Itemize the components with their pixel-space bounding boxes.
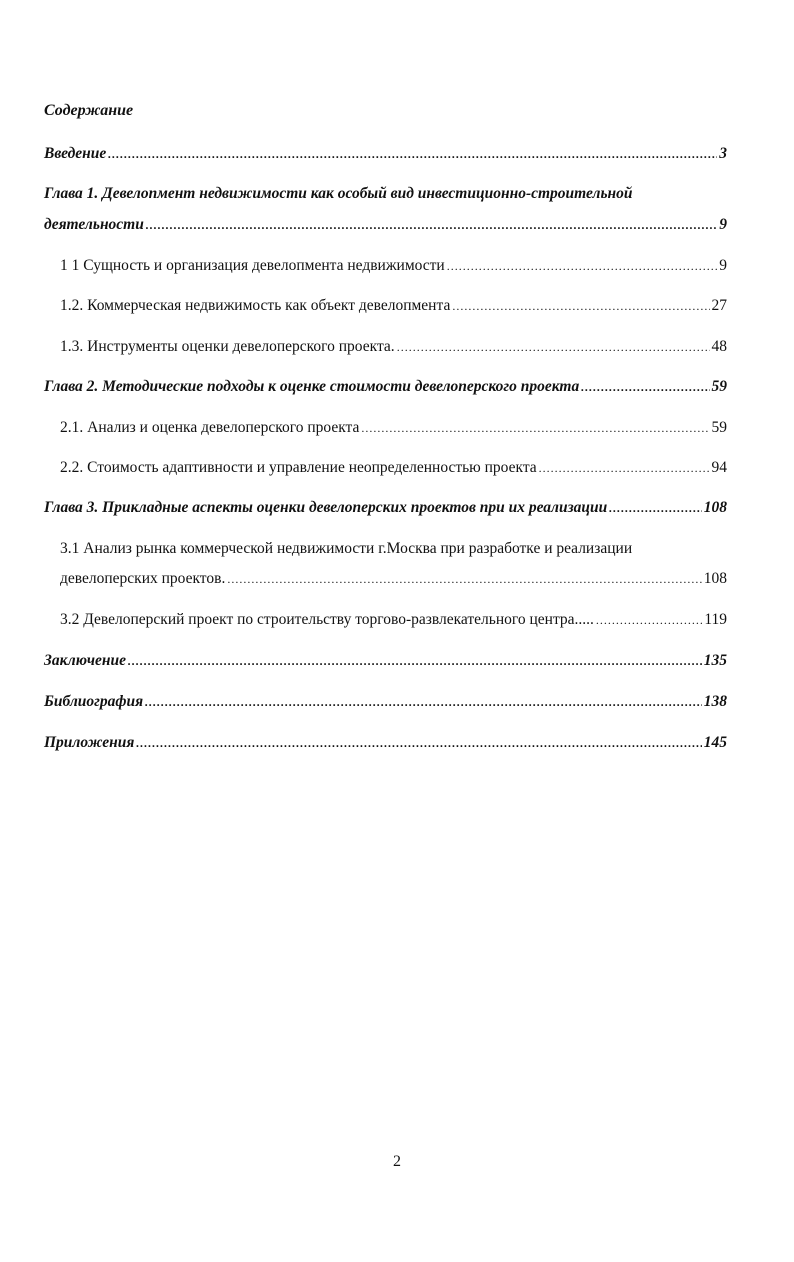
- toc-leader-dots: [227, 569, 701, 589]
- toc-entry-chapter1: [44, 215, 727, 235]
- toc-entry-label: девелоперских проектов.: [60, 570, 226, 587]
- toc-leader-dots: [539, 458, 710, 478]
- toc-entry-label: 1 1 Сущность и организация девелопмента недвижимости: [60, 257, 445, 274]
- toc-entry-label: 3.2 Девелоперский проект по строительству торгово-развлекательного центра.....: [60, 611, 594, 628]
- toc-entry-conclusion: [44, 651, 727, 671]
- toc-entry-appendix: [44, 733, 727, 753]
- toc-entry-label: Глава 2. Методические подходы к оценке стоимости девелоперского проекта: [44, 378, 580, 395]
- toc-entry-2-1: [60, 418, 727, 438]
- toc-entry-bibliography: [44, 692, 727, 712]
- toc-entry-chapter3: [44, 498, 727, 518]
- toc-entry-page: 59: [711, 378, 727, 395]
- toc-entry-label: Глава 3. Прикладные аспекты оценки девелоперских проектов при их реализации: [44, 499, 608, 516]
- toc-entry-page: 94: [711, 459, 727, 476]
- toc-entry-1-2: [60, 296, 727, 316]
- toc-entry-1-1: [60, 256, 727, 276]
- page-number: 2: [393, 1153, 401, 1170]
- toc-leader-dots: [596, 610, 702, 630]
- toc-entry-1-3: [60, 337, 727, 357]
- toc-leader-dots: [397, 337, 710, 357]
- toc-leader-dots: [136, 733, 701, 753]
- toc-entry-page: 145: [703, 734, 727, 751]
- toc-leader-dots: [145, 692, 702, 712]
- toc-entry-2-2: [60, 458, 727, 478]
- toc-leader-dots: [108, 144, 717, 164]
- toc-leader-dots: [452, 296, 709, 316]
- toc-3-1-line1: 3.1 Анализ рынка коммерческой недвижимости г.Москва при разработке и реализации: [60, 540, 633, 557]
- toc-entry-label: деятельности: [44, 216, 144, 233]
- toc-leader-dots: [128, 651, 702, 671]
- toc-title: Содержание: [44, 102, 134, 119]
- toc-entry-page: 59: [711, 419, 727, 436]
- toc-leader-dots: [609, 498, 701, 518]
- toc-entry-page: 27: [711, 297, 727, 314]
- toc-entry-3-2: [60, 610, 727, 630]
- toc-entry-page: 108: [703, 570, 727, 587]
- toc-entry-page: 3: [719, 145, 727, 162]
- toc-entry-chapter2: [44, 377, 727, 397]
- toc-entry-label: 2.1. Анализ и оценка девелоперского проекта: [60, 419, 360, 436]
- toc-leader-dots: [361, 418, 709, 438]
- toc-entry-page: 135: [703, 652, 727, 669]
- toc-entry-page: 138: [703, 693, 727, 710]
- toc-entry-page: 9: [719, 257, 727, 274]
- toc-entry-label: Введение: [44, 145, 107, 162]
- toc-entry-label: Приложения: [44, 734, 135, 751]
- toc-entry-label: 1.2. Коммерческая недвижимость как объект девелопмента: [60, 297, 451, 314]
- toc-entry-label: Заключение: [44, 652, 126, 669]
- toc-entry-page: 48: [711, 338, 727, 355]
- toc-entry-page: 9: [719, 216, 727, 233]
- toc-entry-label: 2.2. Стоимость адаптивности и управление неопределенностью проекта: [60, 459, 537, 476]
- toc-leader-dots: [146, 215, 717, 235]
- toc-entry-page: 108: [703, 499, 727, 516]
- toc-entry-label: Библиография: [44, 693, 144, 710]
- toc-chapter1-line1: Глава 1. Девелопмент недвижимости как особый вид инвестиционно-строительной: [44, 185, 633, 202]
- toc-leader-dots: [581, 377, 709, 397]
- toc-leader-dots: [447, 256, 718, 276]
- toc-entry-page: 119: [704, 611, 727, 628]
- toc-entry-label: 1.3. Инструменты оценки девелоперского проекта.: [60, 338, 395, 355]
- toc-entry-intro: [44, 144, 727, 164]
- toc-entry-3-1: [60, 569, 727, 589]
